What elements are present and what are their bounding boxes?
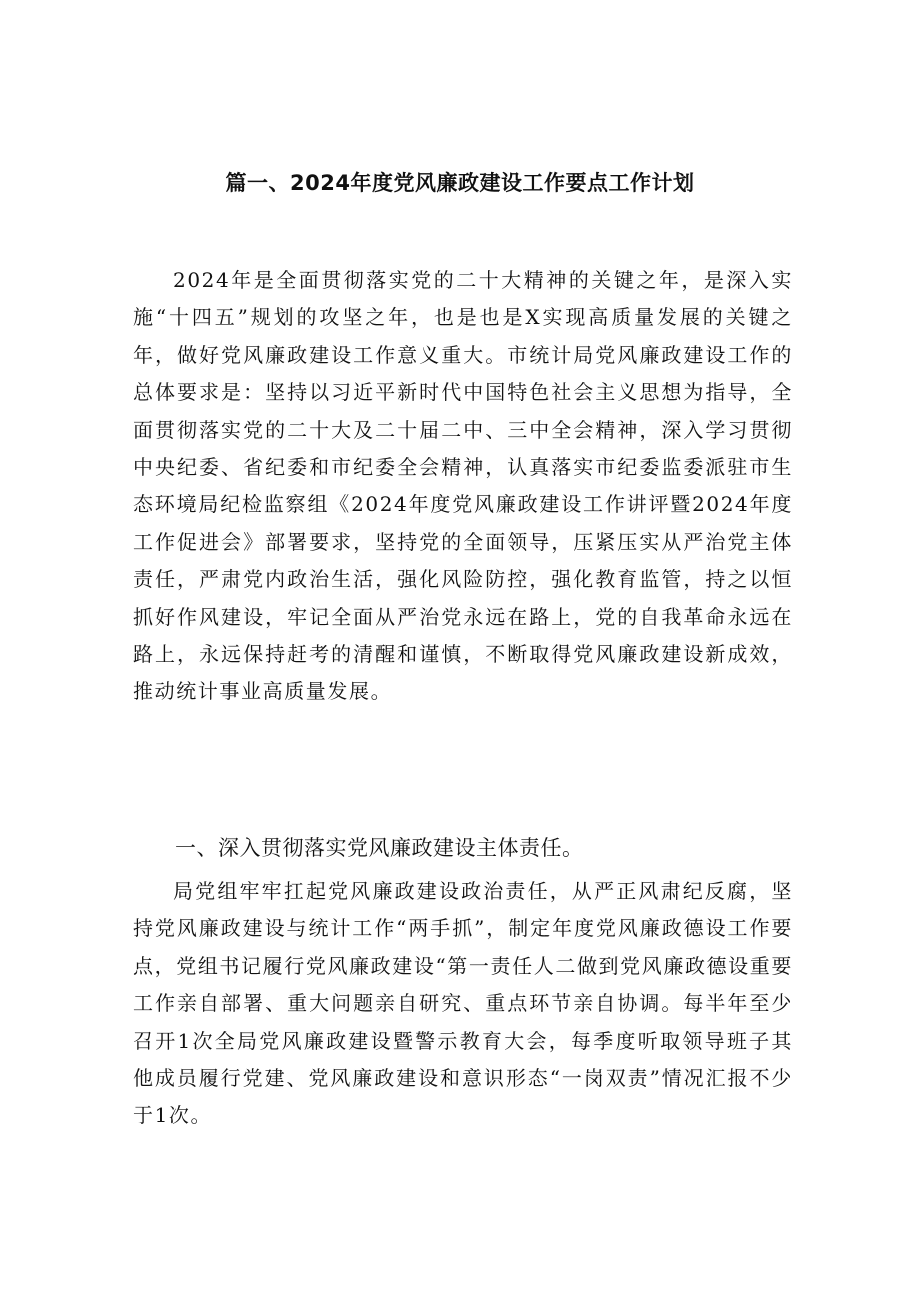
section-paragraph: 局党组牢牢扛起党风廉政建设政治责任，从严正风肃纪反腐，坚持党风廉政建设与统计工作“两手抓”，制定年度党风廉政德设工作要点，党组书记履行党风廉政建设“第一责任人二做到党风廉政德设重要工作亲自部署、重大问题亲自研究、重点环节亲自协调。每半年至少召开1次全局党风廉政建设暨警示教育大会，每季度听取领导班子其他成员履行党建、党风廉政建设和意识形态“一岗双责”情况汇报不少于1次。	[133, 879, 793, 1128]
document-title: 篇一、2024年度党风廉政建设工作要点工作计划	[225, 171, 695, 195]
section-heading: 一、深入贯彻落实党风廉政建设主体责任。	[175, 836, 584, 860]
intro-paragraph: 2024年是全面贯彻落实党的二十大精神的关键之年，是深入实施“十四五”规划的攻坚之年，也是也是X实现高质量发展的关键之年，做好党风廉政建设工作意义重大。市统计局党风廉政建设工作的总体要求是：坚持以习近平新时代中国特色社会主义思想为指导，全面贯彻落实党的二十大及二十届二中、三中全会精神，深入学习贯彻中央纪委、省纪委和市纪委全会精神，认真落实市纪委监委派驻市生态环境局纪检监察组《2024年度党风廉政建设工作讲评暨2024年度工作促进会》部署要求，坚持党的全面领导，压紧压实从严治党主体责任，严肃党内政治生活，强化风险防控，强化教育监管，持之以恒抓好作风建设，牢记全面从严治党永远在路上，党的自我革命永远在路上，永远保持赶考的清醒和谨慎，不断取得党风廉政建设新成效，推动统计事业高质量发展。	[133, 268, 793, 704]
